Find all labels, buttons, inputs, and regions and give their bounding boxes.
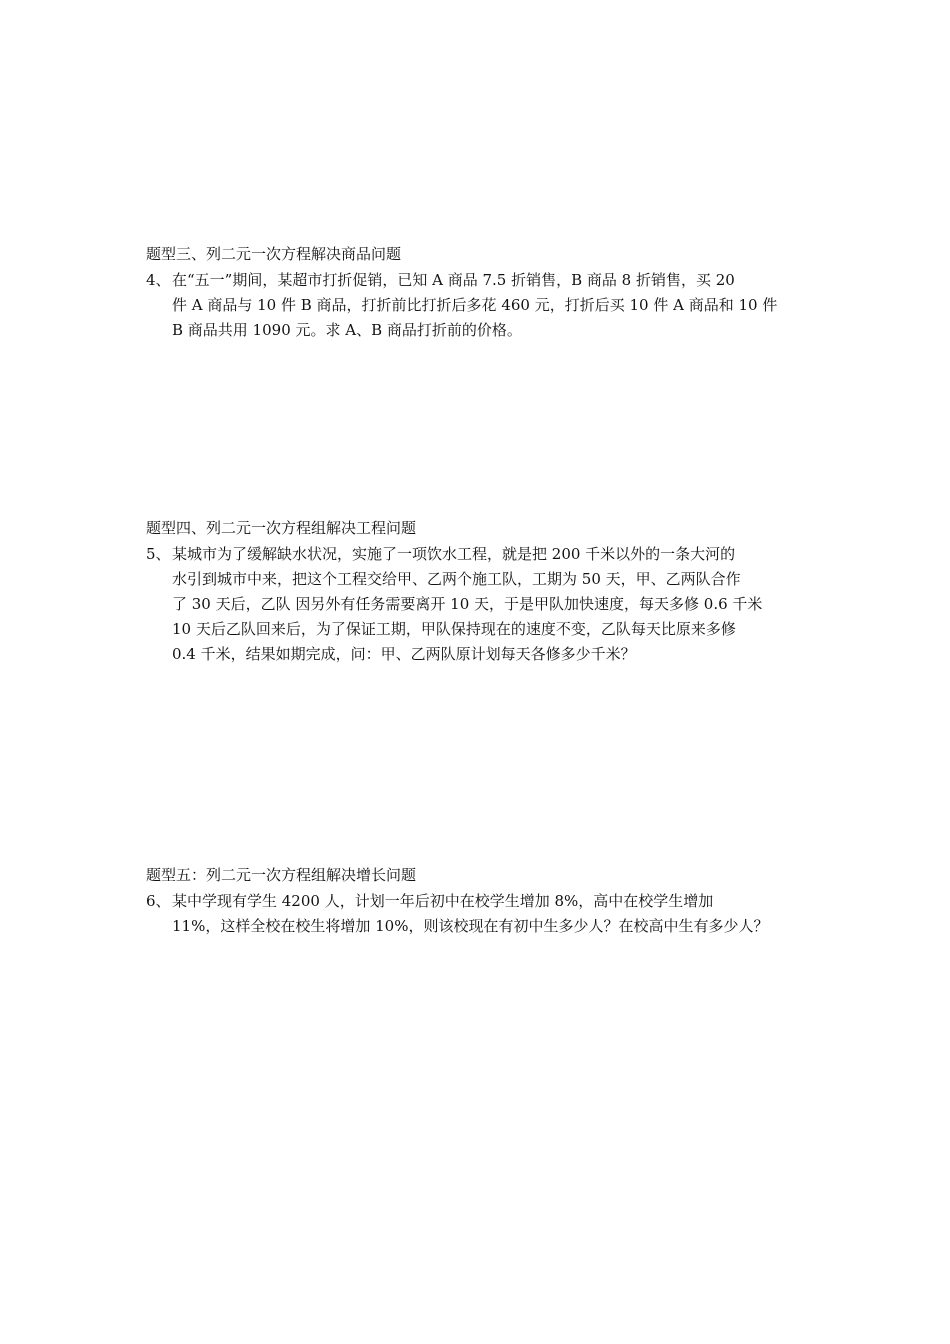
section-heading: 题型五：列二元一次方程组解决增长问题 [146,866,417,884]
problem-line: 某城市为了缓解缺水状况，实施了一项饮水工程，就是把 200 千米以外的一条大河的 [172,545,736,563]
section-engineering-problem [146,518,826,667]
problem-line: B 商品共用 1090 元。求 A、B 商品打折前的价格。 [172,321,522,339]
problem-number: 4、 [146,271,171,289]
problem-6 [146,889,826,939]
problem-line: 件 A 商品与 10 件 B 商品，打折前比打折后多花 460 元，打折后买 10 件 A 商品和 10 件 [172,296,778,314]
problem-number: 6、 [146,892,171,910]
problem-5 [146,542,826,667]
problem-line: 了 30 天后，乙队 因另外有任务需要离开 10 天，于是甲队加快速度，每天多修 0.6 千米 [172,595,763,613]
section-heading: 题型四、列二元一次方程组解决工程问题 [146,519,417,537]
problem-line: 10 天后乙队回来后，为了保证工期，甲队保持现在的速度不变，乙队每天比原来多修 [172,620,736,638]
section-commodity-problem [146,244,826,343]
problem-4 [146,268,826,343]
problem-number: 5、 [146,545,171,563]
section-growth-problem [146,865,826,939]
problem-line: 水引到城市中来，把这个工程交给甲、乙两个施工队，工期为 50 天，甲、乙两队合作 [172,570,741,588]
problem-line: 11%，这样全校在校生将增加 10%，则该校现在有初中生多少人？在校高中生有多少人？ [172,917,769,935]
problem-line: 某中学现有学生 4200 人，计划一年后初中在校学生增加 8%，高中在校学生增加 [172,892,714,910]
section-heading: 题型三、列二元一次方程解决商品问题 [146,245,402,263]
problem-line: 在“五一”期间，某超市打折促销，已知 A 商品 7.5 折销售，B 商品 8 折销售，买 20 [172,271,735,289]
problem-line: 0.4 千米，结果如期完成，问：甲、乙两队原计划每天各修多少千米？ [172,645,636,663]
